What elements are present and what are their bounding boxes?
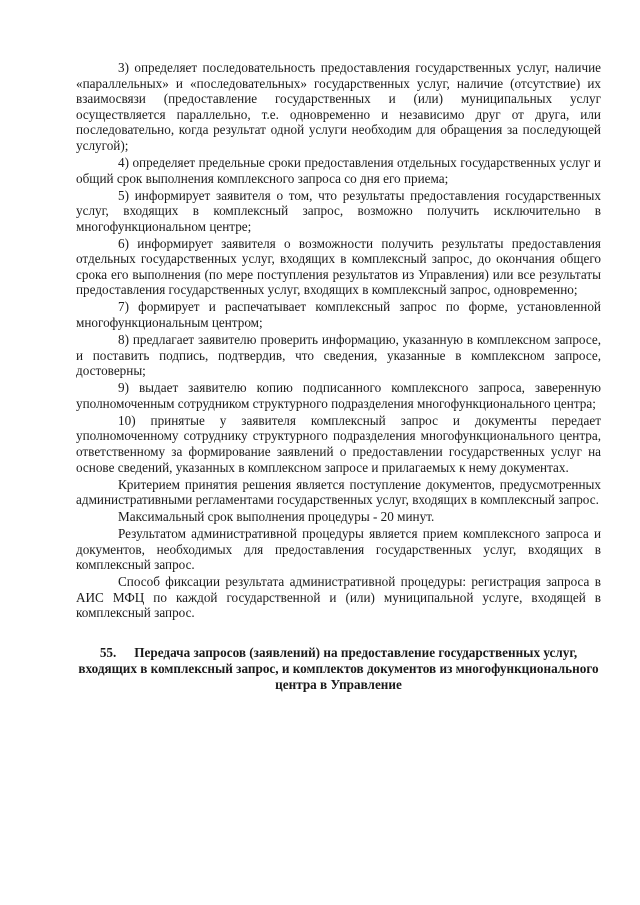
paragraph-item-6: 6) информирует заявителя о возможности получить результаты предоставления отдельных государственных услуг, входящих в комплексный запрос, до окончания общего срока его выполнения (по мере поступления результатов из Управления) или все результаты предоставления государственных услуг, входящих в комплексный запрос, одновременно; [76, 235, 601, 298]
paragraph-item-3: 3) определяет последовательность предоставления государственных услуг, наличие «параллельных» и «последовательных» государственных услуг, наличие (отсутствие) их взаимосвязи (предоставление государственных и (или) муниципальных услуг осуществляется параллельно, т.е. одновременно и независимо друг от друга, или последовательно, когда результат одной услуги необходим для обращения за последующей услугой); [76, 60, 601, 153]
paragraph-criterion: Критерием принятия решения является поступление документов, предусмотренных административными регламентами государственных услуг, входящих в комплексный запрос. [76, 476, 601, 508]
paragraph-fixation: Способ фиксации результата административной процедуры: регистрация запроса в АИС МФЦ по каждой государственной и (или) муниципальной услуге, входящей в комплексный запрос. [76, 574, 601, 621]
paragraph-result: Результатом административной процедуры является прием комплексного запроса и документов, необходимых для предоставления государственных услуг, входящих в комплексный запрос. [76, 526, 601, 573]
paragraph-item-7: 7) формирует и распечатывает комплексный запрос по форме, установленной многофункциональным центром; [76, 299, 601, 331]
paragraph-item-4: 4) определяет предельные сроки предоставления отдельных государственных услуг и общий срок выполнения комплексного запроса со дня его приема; [76, 154, 601, 186]
section-title: Передача запросов (заявлений) на предоставление государственных услуг, входящих в комплексный запрос, и комплектов документов из многофункционального центра в Управление [78, 645, 599, 693]
paragraph-max-time: Максимальный срок выполнения процедуры - 20 минут. [118, 509, 435, 525]
paragraph-item-8: 8) предлагает заявителю проверить информацию, указанную в комплексном запросе, и поставить подпись, подтвердив, что сведения, указанные в комплексном запросе, достоверны; [76, 332, 601, 379]
paragraph-item-5: 5) информирует заявителя о том, что результаты предоставления государственных услуг, входящих в комплексный запрос, возможно получить исключительно в многофункциональном центре; [76, 187, 601, 234]
paragraph-item-9: 9) выдает заявителю копию подписанного комплексного запроса, заверенную уполномоченным сотрудником структурного подразделения многофункционального центра; [76, 380, 601, 411]
paragraph-item-10: 10) принятые у заявителя комплексный запрос и документы передает уполномоченному сотруднику структурного подразделения многофункционального центра, ответственному за формирование заявлений о предоставлении государственных услуг на основе сведений, указанных в комплексном запросе и прилагаемых к нему документах. [76, 412, 601, 475]
document-body [76, 60, 601, 693]
section-heading [76, 645, 601, 693]
section-number: 55. [99, 645, 117, 661]
